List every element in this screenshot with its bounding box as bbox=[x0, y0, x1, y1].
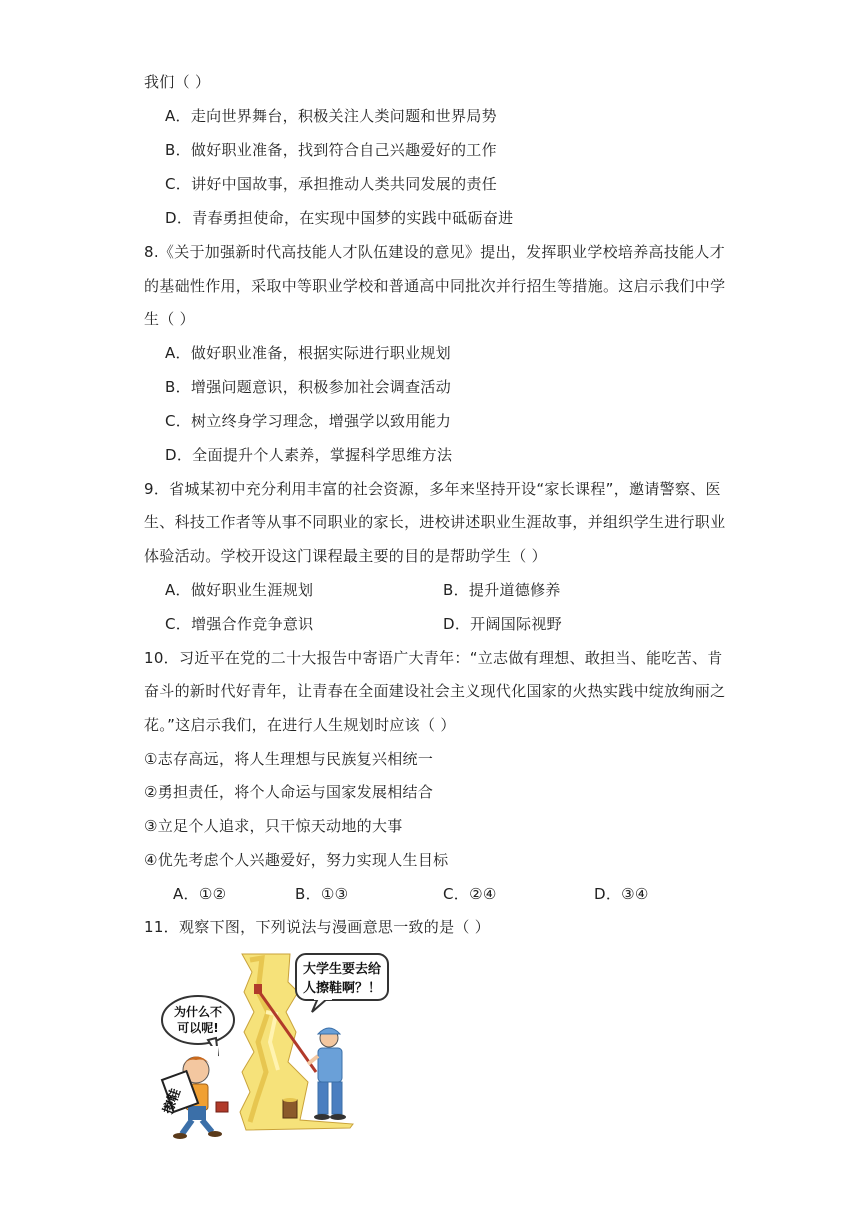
q10-stem-line-2: 奋斗的新时代好青年，让青春在全面建设社会主义现代化国家的火热实践中绽放绚丽之 bbox=[144, 682, 726, 700]
q9-option-b[interactable]: B．提升道德修养 bbox=[443, 581, 561, 599]
speech-bubble-right bbox=[296, 954, 388, 1012]
q8-option-c[interactable]: C．树立终身学习理念，增强学以致用能力 bbox=[165, 412, 452, 430]
q8-stem-line-1: 8.《关于加强新时代高技能人才队伍建设的意见》提出，发挥职业学校培养高技能人才 bbox=[144, 243, 726, 261]
q8-stem-line-2: 的基础性作用，采取中等职业学校和普通高中同批次并行招生等措施。这启示我们中学 bbox=[144, 277, 726, 295]
q10-statement-2: ②勇担责任，将个人命运与国家发展相结合 bbox=[144, 783, 434, 801]
q9-option-d[interactable]: D．开阔国际视野 bbox=[443, 615, 562, 633]
q9-stem-line-2: 生、科技工作者等从事不同职业的家长，进校讲述职业生涯故事，并组织学生进行职业 bbox=[144, 513, 726, 531]
cartoon-illustration bbox=[158, 952, 382, 1142]
q7-option-d[interactable]: D．青春勇担使命，在实现中国梦的实践中砥砺奋进 bbox=[165, 209, 514, 227]
q10-statement-4: ④优先考虑个人兴趣爱好，努力实现人生目标 bbox=[144, 851, 449, 869]
shoe-shine-sign: 擦鞋 bbox=[161, 1086, 185, 1117]
q8-option-b[interactable]: B．增强问题意识，积极参加社会调查活动 bbox=[165, 378, 451, 396]
boy-figure bbox=[160, 1046, 228, 1139]
q10-option-a[interactable]: A．①② bbox=[173, 885, 227, 903]
q9-stem-line-1: 9．省城某初中充分利用丰富的社会资源，多年来坚持开设“家长课程”，邀请警察、医 bbox=[144, 480, 721, 498]
q9-stem-line-3: 体验活动。学校开设这门课程最主要的目的是帮助学生（ ） bbox=[144, 547, 547, 565]
q10-stem-line-3: 花。”这启示我们，在进行人生规划时应该（ ） bbox=[144, 716, 456, 734]
bubble-right-line-1: 大学生要去给 bbox=[302, 962, 382, 977]
bubble-left-line-2: 可以呢! bbox=[177, 1021, 219, 1035]
q10-statement-3: ③立足个人追求，只干惊天动地的大事 bbox=[144, 817, 403, 835]
q8-option-d[interactable]: D．全面提升个人素养，掌握科学思维方法 bbox=[165, 446, 453, 464]
bubble-right-line-2: 人擦鞋啊？！ bbox=[302, 981, 382, 996]
q10-option-d[interactable]: D．③④ bbox=[594, 885, 649, 903]
q10-statement-1: ①志存高远，将人生理想与民族复兴相统一 bbox=[144, 750, 434, 768]
q7-option-a[interactable]: A．走向世界舞台，积极关注人类问题和世界局势 bbox=[165, 107, 497, 125]
q9-option-c[interactable]: C．增强合作竞争意识 bbox=[165, 615, 314, 633]
q10-stem-line-1: 10．习近平在党的二十大报告中寄语广大青年：“立志做有理想、敢担当、能吃苦、肯 bbox=[144, 649, 723, 667]
q8-stem-line-3: 生（ ） bbox=[144, 310, 195, 328]
bubble-left-line-1: 为什么不 bbox=[173, 1005, 223, 1019]
q10-option-c[interactable]: C．②④ bbox=[443, 885, 497, 903]
q11-stem: 11．观察下图，下列说法与漫画意思一致的是（ ） bbox=[144, 918, 491, 936]
q7-option-b[interactable]: B．做好职业准备，找到符合自己兴趣爱好的工作 bbox=[165, 141, 497, 159]
q9-option-a[interactable]: A．做好职业生涯规划 bbox=[165, 581, 314, 599]
q10-option-b[interactable]: B．①③ bbox=[295, 885, 349, 903]
q7-option-c[interactable]: C．讲好中国故事，承担推动人类共同发展的责任 bbox=[165, 175, 498, 193]
q8-option-a[interactable]: A．做好职业准备，根据实际进行职业规划 bbox=[165, 344, 451, 362]
q7-stem-tail: 我们（ ） bbox=[144, 73, 211, 91]
